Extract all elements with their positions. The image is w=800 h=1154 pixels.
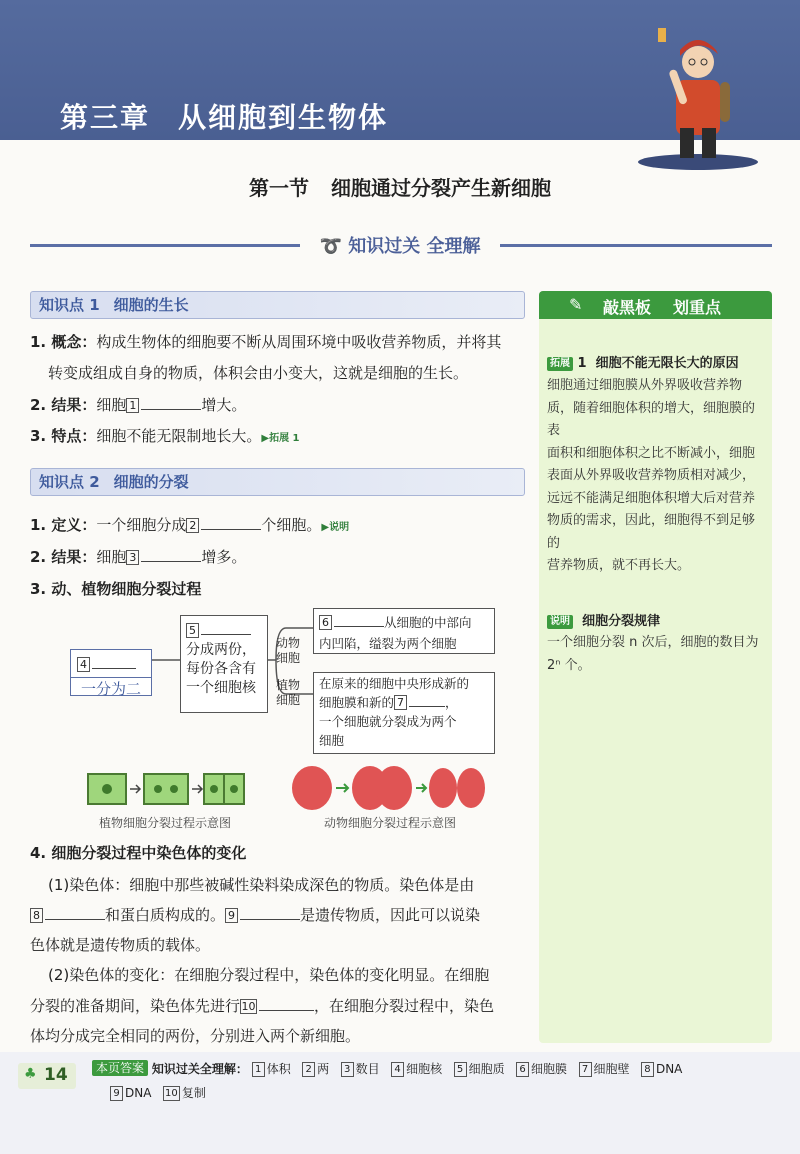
animal-cell-division-illustration bbox=[290, 764, 490, 814]
answer-row-2 bbox=[110, 1084, 206, 1101]
ext1-line: 表面从外界吸收营养物质相对减少， bbox=[547, 468, 756, 483]
answer-number: 9 bbox=[110, 1086, 123, 1101]
chromosome-paragraph-1-line3 bbox=[30, 930, 525, 961]
ext1-line: 远远不能满足细胞体积增大后对营养 bbox=[547, 490, 756, 506]
kp1-item2-post: 增大。 bbox=[201, 396, 247, 414]
blank-number-9: 9 bbox=[225, 908, 238, 923]
kp1-number: 知识点 1 bbox=[39, 296, 100, 314]
blank-number-8: 8 bbox=[30, 908, 43, 923]
extension-title: 细胞不能无限长大的原因 bbox=[595, 356, 739, 371]
extension-link-1[interactable]: ▶拓展 1 bbox=[261, 433, 300, 444]
answer-blank-4[interactable] bbox=[92, 652, 136, 669]
note-line-1: 一个细胞分裂 n 次后，细胞的数目为 bbox=[547, 635, 759, 650]
kp2-item2-pre: 细胞 bbox=[96, 548, 127, 566]
answer-value: 两 bbox=[317, 1062, 330, 1076]
chromosome-p2-d: 体均分成完全相同的两份，分别进入两个新细胞。 bbox=[30, 1027, 361, 1045]
answer-number: 10 bbox=[163, 1086, 180, 1101]
ext1-line: 细胞通过细胞膜从外界吸收营养物 bbox=[547, 378, 743, 393]
banner-rule-right bbox=[500, 244, 772, 247]
answer-number: 6 bbox=[516, 1062, 529, 1077]
ext1-line: 质，随着细胞体积的增大，细胞膜的表 bbox=[547, 400, 756, 438]
chromosome-p2-c: ，在细胞分裂过程中，染色 bbox=[314, 997, 495, 1015]
kp2-item-2 bbox=[30, 542, 525, 573]
section-name: 细胞通过分裂产生新细胞 bbox=[331, 176, 551, 200]
section-number: 第一节 bbox=[249, 176, 309, 200]
diagram-box-5 bbox=[180, 615, 268, 713]
kp1-item2-pre: 细胞 bbox=[96, 396, 127, 414]
chromosome-p1-a: (1)染色体：细胞中那些被碱性染料染成深色的物质。染色体是由 bbox=[48, 876, 475, 894]
kp1-item1-text-a: 构成生物体的细胞要不断从周围环境中吸收营养物质，并将其 bbox=[96, 333, 502, 351]
banner-label: 知识过关 全理解 bbox=[348, 236, 481, 257]
chromosome-paragraph-1-line2 bbox=[30, 900, 525, 931]
kp2-number: 知识点 2 bbox=[39, 473, 100, 491]
chapter-number: 第三章 bbox=[60, 101, 151, 134]
knowledge-point-2-header bbox=[30, 468, 525, 496]
diagram-box-7 bbox=[313, 672, 495, 754]
plant-division-caption: 植物细胞分裂过程示意图 bbox=[98, 816, 231, 830]
chromosome-p1-b: 和蛋白质构成的。 bbox=[105, 906, 226, 924]
diagram-box-7-text-b: 细胞膜和新的 bbox=[319, 695, 395, 710]
kp2-item-4 bbox=[30, 838, 525, 869]
kp2-item-1 bbox=[30, 510, 525, 543]
swirl-icon: ➰ bbox=[319, 236, 342, 257]
answer-value: 复制 bbox=[181, 1086, 206, 1100]
chromosome-p1-c: 是遗传物质，因此可以说染 bbox=[300, 906, 481, 924]
answer-blank-3[interactable] bbox=[141, 545, 201, 562]
answer-row-1 bbox=[92, 1060, 682, 1077]
blank-number-4: 4 bbox=[77, 657, 90, 672]
diagram-box-6 bbox=[313, 608, 495, 654]
page-number: 14 bbox=[44, 1065, 68, 1085]
diagram-box-4-text: 一分为二 bbox=[71, 677, 151, 699]
blank-number-6: 6 bbox=[319, 615, 332, 630]
answer-blank-6[interactable] bbox=[334, 610, 384, 627]
answer-blank-7[interactable] bbox=[409, 693, 445, 707]
note-line-2: 2ⁿ 个。 bbox=[547, 657, 591, 673]
blank-number-10: 10 bbox=[241, 1000, 256, 1013]
sidebar-extension-1-heading bbox=[547, 352, 739, 371]
chromosome-paragraph-2-line2 bbox=[30, 991, 525, 1022]
kp2-item1-post: 个细胞。 bbox=[261, 516, 322, 534]
ext1-line: 营养物质，就不再长大。 bbox=[547, 558, 691, 573]
kp1-item1-label: 1. 概念： bbox=[30, 333, 97, 351]
diagram-box-6-text-b: 内凹陷，缢裂为两个细胞 bbox=[319, 636, 457, 651]
answer-tag: 本页答案 bbox=[92, 1060, 148, 1076]
answer-blank-9[interactable] bbox=[240, 903, 300, 920]
sprout-icon: ♣ bbox=[24, 1066, 37, 1082]
kp2-item1-label: 1. 定义： bbox=[30, 516, 97, 534]
note-tag: 说明 bbox=[547, 615, 573, 629]
chromosome-p1-d: 色体就是遗传物质的载体。 bbox=[30, 936, 211, 954]
answer-blank-1[interactable] bbox=[141, 393, 201, 410]
answer-value: 数目 bbox=[355, 1062, 380, 1076]
extension-tag: 拓展 bbox=[547, 357, 573, 371]
answer-blank-5[interactable] bbox=[201, 618, 251, 635]
kp1-item-3 bbox=[30, 421, 525, 454]
diagram-box-4 bbox=[70, 649, 152, 696]
answer-value: 体积 bbox=[266, 1062, 291, 1076]
kp1-item1-text-b: 转变成组成自身的物质，体积会由小变大，这就是细胞的生长。 bbox=[48, 364, 469, 382]
page-number-badge bbox=[18, 1063, 76, 1089]
chapter-name: 从细胞到生物体 bbox=[178, 101, 389, 134]
student-character-illustration bbox=[628, 10, 778, 170]
diagram-box-7-text-c: ， bbox=[445, 695, 458, 710]
chapter-title bbox=[60, 96, 388, 136]
teacher-icon: ✎ bbox=[569, 295, 583, 314]
knowledge-point-1-header bbox=[30, 291, 525, 319]
kp2-item2-post: 增多。 bbox=[201, 548, 247, 566]
sidebar-extension-1-body bbox=[547, 375, 765, 578]
blank-number-3: 3 bbox=[126, 550, 139, 565]
sidebar-note-heading bbox=[547, 610, 660, 629]
plant-cell-division-illustration bbox=[86, 770, 246, 810]
note-title: 细胞分裂规律 bbox=[582, 614, 661, 629]
kp2-title: 细胞的分裂 bbox=[113, 473, 189, 491]
kp1-item3-label: 3. 特点： bbox=[30, 427, 97, 445]
animal-division-caption: 动物细胞分裂过程示意图 bbox=[323, 816, 456, 830]
answer-number: 8 bbox=[641, 1062, 654, 1077]
chromosome-p2-a: (2)染色体的变化：在细胞分裂过程中，染色体的变化明显。在细胞 bbox=[48, 966, 490, 984]
chromosome-paragraph-2 bbox=[48, 960, 526, 991]
ext1-line: 物质的需求，因此，细胞得不到足够的 bbox=[547, 513, 756, 551]
banner-title bbox=[300, 232, 500, 258]
kp2-item-3 bbox=[30, 574, 525, 605]
chromosome-paragraph-1 bbox=[48, 870, 526, 901]
answer-number: 2 bbox=[302, 1062, 315, 1077]
kp1-title: 细胞的生长 bbox=[113, 296, 189, 314]
answer-number: 4 bbox=[391, 1062, 404, 1077]
sidebar-title-b: 划重点 bbox=[673, 298, 722, 317]
kp2-item3-label: 3. 动、植物细胞分裂过程 bbox=[30, 580, 202, 598]
sidebar-header bbox=[539, 291, 772, 319]
sidebar-title-a: 敲黑板 bbox=[603, 298, 652, 317]
answer-number: 3 bbox=[341, 1062, 354, 1077]
section-title bbox=[0, 172, 800, 201]
answer-blank-10[interactable] bbox=[259, 994, 314, 1011]
chromosome-paragraph-2-line3 bbox=[30, 1021, 525, 1052]
sidebar-note-body bbox=[547, 632, 765, 677]
answer-label: 知识过关全理解： bbox=[151, 1062, 248, 1076]
chromosome-p2-b: 分裂的准备期间，染色体先进行 bbox=[30, 997, 241, 1015]
blank-number-7: 7 bbox=[394, 695, 407, 710]
blank-number-5: 5 bbox=[186, 623, 199, 638]
note-link[interactable]: ▶说明 bbox=[321, 522, 350, 533]
blank-number-1: 1 bbox=[126, 398, 139, 413]
extension-number: 1 bbox=[577, 356, 587, 371]
answer-number: 7 bbox=[579, 1062, 592, 1077]
kp1-item2-label: 2. 结果： bbox=[30, 396, 97, 414]
answer-value: 细胞质 bbox=[468, 1062, 505, 1076]
ext1-line: 面积和细胞体积之比不断减小，细胞 bbox=[547, 445, 756, 461]
diagram-box-7-text-e: 细胞 bbox=[319, 733, 345, 748]
kp1-item-1 bbox=[30, 327, 525, 389]
diagram-box-6-text-a: 从细胞的中部向 bbox=[384, 615, 472, 630]
kp2-item2-label: 2. 结果： bbox=[30, 548, 97, 566]
kp2-item1-pre: 一个细胞分成 bbox=[96, 516, 187, 534]
kp1-item3-text: 细胞不能无限制地长大。 bbox=[96, 427, 262, 445]
plant-cell-label: 植物细胞 bbox=[276, 678, 301, 707]
kp1-item-2 bbox=[30, 390, 525, 421]
answer-value: 细胞壁 bbox=[593, 1062, 630, 1076]
answer-value: DNA bbox=[655, 1062, 683, 1076]
diagram-box-7-text-a: 在原来的细胞中央形成新的 bbox=[319, 676, 470, 691]
answer-blank-2[interactable] bbox=[201, 513, 261, 530]
answer-value: 细胞核 bbox=[406, 1062, 443, 1076]
answer-number: 1 bbox=[252, 1062, 265, 1077]
answer-value: DNA bbox=[125, 1086, 152, 1100]
answer-value: 细胞膜 bbox=[531, 1062, 568, 1076]
diagram-box-7-text-d: 一个细胞就分裂成为两个 bbox=[319, 714, 457, 729]
animal-cell-label: 动物细胞 bbox=[276, 636, 301, 665]
banner-rule-left bbox=[30, 244, 300, 247]
blank-number-2: 2 bbox=[186, 518, 199, 533]
answer-blank-8[interactable] bbox=[45, 903, 105, 920]
kp2-item4-label: 4. 细胞分裂过程中染色体的变化 bbox=[30, 844, 247, 862]
diagram-box-5-text: 分成两份，每份各含有一个细胞核 bbox=[186, 642, 256, 696]
answer-number: 5 bbox=[454, 1062, 467, 1077]
